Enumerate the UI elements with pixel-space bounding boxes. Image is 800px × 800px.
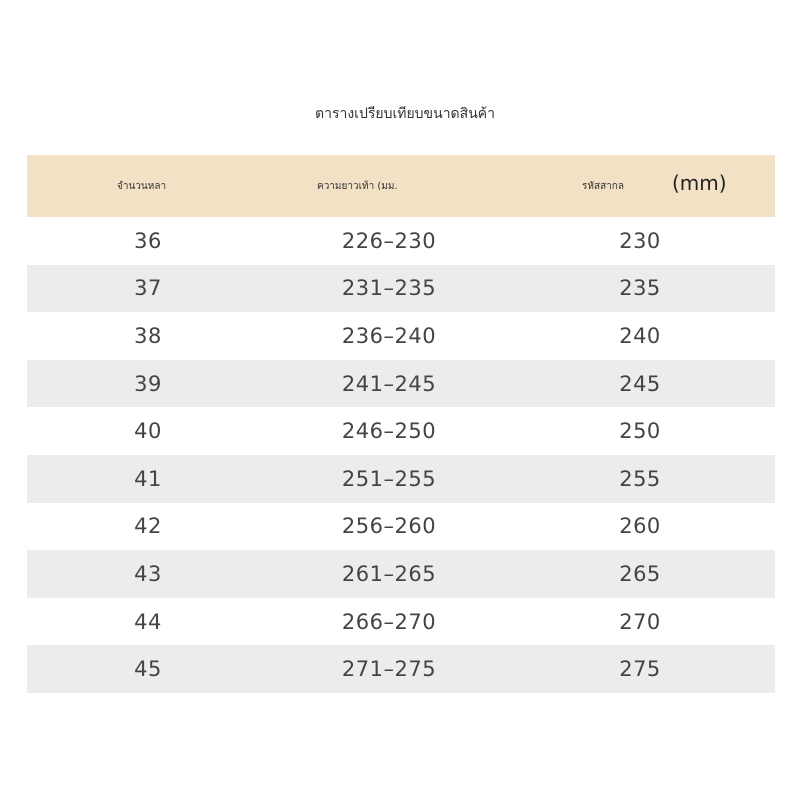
table-row: [27, 312, 775, 360]
cell-size: 44: [134, 609, 162, 634]
cell-code: 255: [619, 466, 661, 491]
table-row: [27, 217, 775, 265]
table-row: [27, 645, 775, 693]
cell-size: 38: [134, 323, 162, 348]
cell-foot-length: 256–260: [341, 514, 437, 539]
cell-foot-length: 226–230: [341, 228, 437, 253]
cell-code: 235: [619, 276, 661, 301]
cell-size: 45: [134, 657, 162, 682]
table-row: [27, 503, 775, 551]
cell-size: 41: [134, 466, 162, 491]
table-row: [27, 455, 775, 503]
cell-size: 43: [134, 561, 162, 586]
cell-foot-length: 271–275: [341, 657, 437, 682]
cell-code: 230: [619, 228, 661, 253]
cell-foot-length: 251–255: [341, 466, 437, 491]
cell-code: 240: [619, 323, 661, 348]
cell-foot-length: 261–265: [341, 561, 437, 586]
header-unit-label: (mm): [672, 171, 727, 195]
cell-foot-length: 231–235: [341, 276, 437, 301]
table-body: [27, 217, 775, 693]
header-international-code: รหัสสากล: [582, 181, 624, 192]
page-title: ตารางเปรียบเทียบขนาดสินค้า: [315, 106, 495, 122]
header-foot-length: ความยาวเท้า (มม.: [317, 181, 398, 192]
table-row: [27, 360, 775, 408]
cell-size: 36: [134, 228, 162, 253]
cell-code: 270: [619, 609, 661, 634]
cell-code: 260: [619, 514, 661, 539]
table-row: [27, 407, 775, 455]
cell-size: 40: [134, 419, 162, 444]
table-row: [27, 550, 775, 598]
cell-size: 42: [134, 514, 162, 539]
cell-code: 250: [619, 419, 661, 444]
cell-code: 245: [619, 371, 661, 396]
table-row: [27, 598, 775, 646]
size-table: [27, 155, 775, 693]
cell-foot-length: 246–250: [341, 419, 437, 444]
cell-foot-length: 266–270: [341, 609, 437, 634]
cell-foot-length: 236–240: [341, 323, 437, 348]
cell-foot-length: 241–245: [341, 371, 437, 396]
cell-code: 265: [619, 561, 661, 586]
cell-code: 275: [619, 657, 661, 682]
header-size: จำนวนหลา: [117, 181, 167, 192]
table-header: [27, 155, 775, 217]
table-row: [27, 265, 775, 313]
cell-size: 37: [134, 276, 162, 301]
cell-size: 39: [134, 371, 162, 396]
